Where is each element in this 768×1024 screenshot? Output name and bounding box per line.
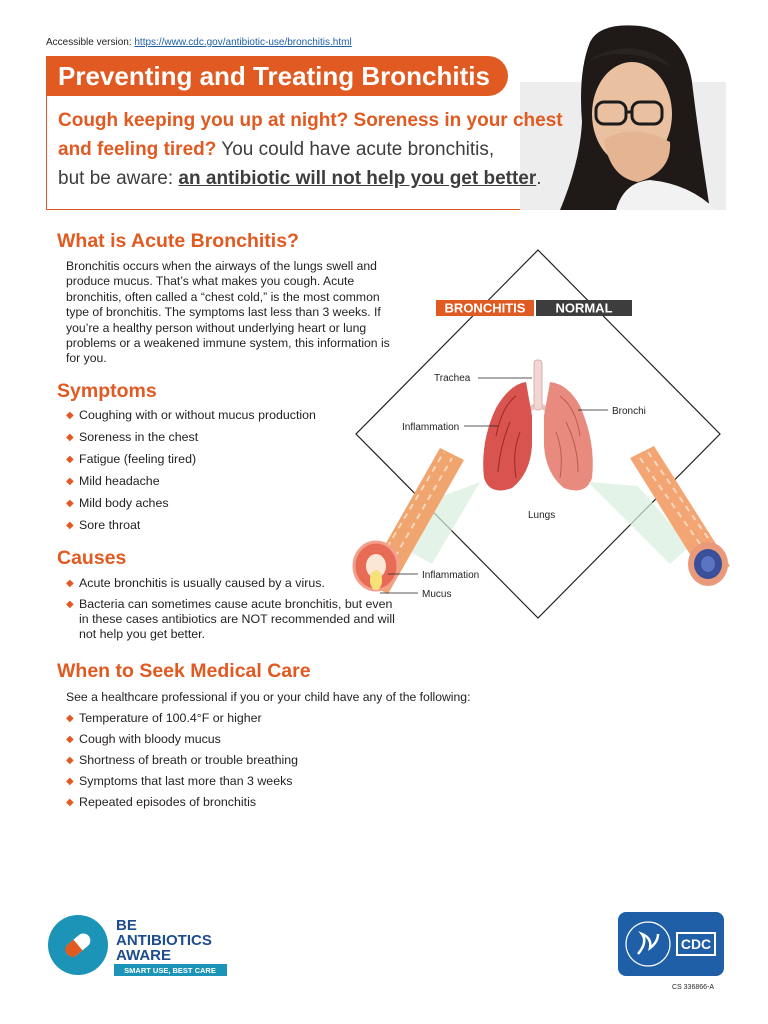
list-item: ◆ Mild headache — [66, 474, 366, 489]
what-is-body: Bronchitis occurs when the airways of the lungs swell and produce mucus. That’s what makes you cough. Acute bronchitis, often called a “chest cold,” is the most common type of bronchitis. The symptoms last less than 3 weeks. If you’re a healthy person without underlying heart or lung problems or a weakened immune system, this information is for you. — [66, 259, 390, 366]
what-is-title: What is Acute Bronchitis? — [57, 230, 299, 252]
bronchitis-tag: BRONCHITIS — [444, 300, 526, 316]
list-item: ◆ Symptoms that last more than 3 weeks — [66, 774, 486, 789]
document-code: CS 336866-A — [672, 984, 715, 991]
logo-line-antibiotics: ANTIBIOTICS — [116, 932, 212, 949]
inflammation-airway-label: Inflammation — [422, 570, 480, 581]
seek-care-title: When to Seek Medical Care — [57, 660, 311, 682]
lungs-label: Lungs — [528, 510, 556, 521]
mucus-label: Mucus — [422, 589, 452, 600]
intro-question: Cough keeping you up at night? Soreness in your chest and feeling tired? — [58, 110, 563, 160]
be-antibiotics-aware-logo — [48, 912, 230, 978]
list-item: ◆ Soreness in the chest — [66, 430, 366, 445]
logo-line-aware: AWARE — [116, 947, 172, 964]
logo-line-be: BE — [116, 917, 137, 934]
list-item: ◆ Temperature of 100.4°F or higher — [66, 711, 486, 726]
cdc-hhs-logo — [618, 912, 724, 976]
normal-tag: NORMAL — [555, 300, 613, 316]
trachea-label: Trachea — [434, 373, 471, 384]
list-item: ◆ Acute bronchitis is usually caused by a virus. — [66, 576, 402, 591]
intro-statement: You could have acute bronchitis, — [216, 139, 495, 160]
inflammation-label: Inflammation — [402, 422, 460, 433]
bronchitis-diagram — [340, 246, 740, 626]
intro-aware: but be aware: — [58, 168, 179, 189]
list-item: ◆ Mild body aches — [66, 496, 366, 511]
list-item: ◆ Coughing with or without mucus production — [66, 408, 366, 423]
intro-text — [58, 106, 578, 193]
list-item: ◆ Cough with bloody mucus — [66, 732, 486, 747]
intro-antibiotic-warning: an antibiotic will not help you get better — [178, 168, 537, 189]
accessible-label: Accessible version: — [46, 37, 135, 48]
list-item: ◆ Repeated episodes of bronchitis — [66, 795, 486, 810]
cdc-text: CDC — [680, 936, 712, 952]
accessible-version-line — [46, 37, 352, 48]
list-item: ◆ Fatigue (feeling tired) — [66, 452, 366, 467]
seek-care-intro: See a healthcare professional if you or your child have any of the following: — [66, 690, 471, 704]
symptoms-list — [66, 408, 366, 533]
list-item: ◆ Bacteria can sometimes cause acute bronchitis, but even in these cases antibiotics are NOT recommended and will not help you get better. — [66, 597, 402, 642]
list-item: ◆ Shortness of breath or trouble breathing — [66, 753, 486, 768]
page-title: Preventing and Treating Bronchitis — [46, 56, 508, 96]
seek-care-list — [66, 711, 486, 810]
logo-tagline: SMART USE, BEST CARE — [124, 966, 216, 975]
intro-period: . — [536, 168, 542, 189]
symptoms-title: Symptoms — [57, 380, 157, 402]
bronchi-label: Bronchi — [612, 406, 646, 417]
causes-title: Causes — [57, 547, 127, 569]
accessible-link[interactable]: https://www.cdc.gov/antibiotic-use/bronchitis.html — [134, 37, 352, 48]
list-item: ◆ Sore throat — [66, 518, 366, 533]
